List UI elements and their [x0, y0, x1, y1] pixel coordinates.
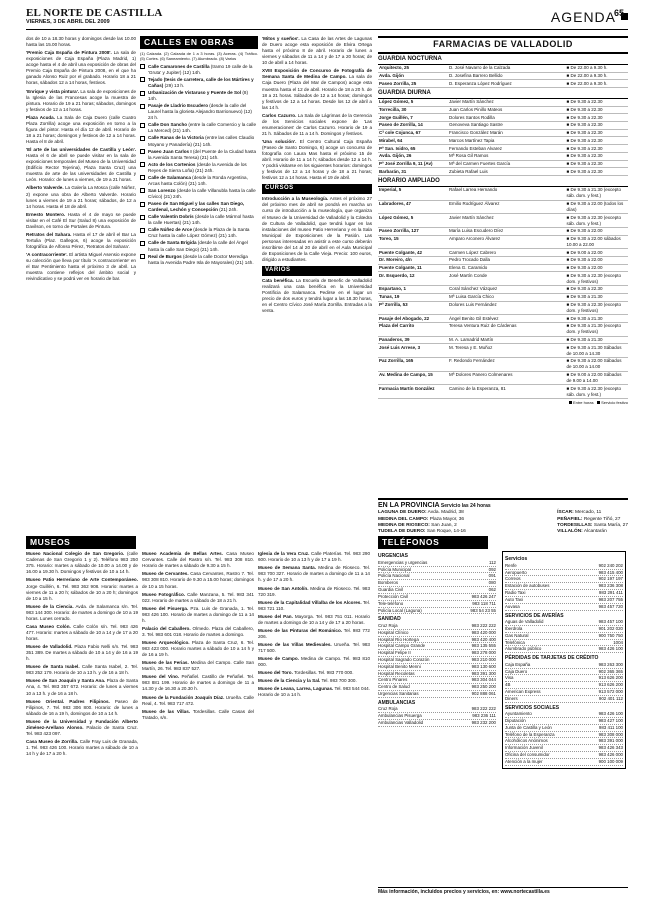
exhibition-item: 'Premio Caja España de Pintura 2008'. La sala de exposiciones de Caja España (Plaza Madrid, 1) acoge hasta el 4 de abril una exposición de obras del Premio Caja España de Pintura 2008, en el que ha ganado Alonso Ruiz por el grabado. Horario 18 a 21 horas, sábados 12 a 14 horas, festivos. [26, 50, 136, 86]
checkbox-icon [140, 91, 145, 96]
phone-entry: Policía Municipal 092 [378, 566, 496, 572]
pharmacy-row: Farmacia Martín González Camino de la Esperanza, 81 ■ De 9.30 a 22.30 (excepto sáb. dom. y fest.) [378, 385, 628, 399]
phone-entry: Guardia Civil 062 [378, 587, 496, 593]
exhibitions-column-1 [26, 36, 136, 532]
phone-entry: Diners 902 401 112 [505, 695, 623, 701]
province-right-list [557, 510, 628, 534]
pharmacy-row: Puente Colgante, 11 Elena G. Caramido ■ De 9.30 a 22.00 [378, 264, 628, 272]
museum-item: Museo Fotográfico. Calle Manzana, 5. Tel. 983 341 022. Horario de martes a sábado de 18 a 21 h. [142, 591, 254, 603]
museums-column-3 [258, 551, 370, 759]
phone-entry: Policía Nacional 091 [378, 573, 496, 579]
pharmacy-row: Avda. Gijón, 26 Mª Rosa Gil Ramos ■ De 9.30 a 22.30 [378, 152, 628, 160]
museum-item: Museo de la Universidad y Fundación Alberto Jiménez-Arellano Alonso. Palacio de Santa Cruz. Tel. 983 423 097. [26, 718, 138, 736]
province-pharmacy: LAGUNA DE DUERO: Avda. Madrid, 38 [378, 510, 464, 516]
courses-banner: CURSOS [262, 184, 372, 194]
pharmacy-row: Arquitecto, 25 D. José Navarro de la Calzada ■ De 22.00 a 9.30 h. [378, 65, 628, 72]
phone-entry: Hospital Río Hortega 983 420 400 [378, 636, 496, 642]
phone-entry: Hospital Clínico 983 420 000 [378, 629, 496, 635]
pharmacy-row: Paseo de Zorrilla, 14 Genoveva Santiago Sastre ■ De 9.30 a 22.30 [378, 122, 628, 130]
street-works-column [140, 36, 258, 532]
phone-entry: Alumbrado público 983 426 100 [505, 646, 623, 652]
phone-entry: Iberdrola 901 202 020 [505, 625, 623, 631]
museum-item: Museo del Pisuerga. Pza. Luis de Granada, 1. Tel. 983 426 100. Horario de martes a domingo de 11 a 14 h. [142, 605, 255, 623]
phone-entry: Junta de Castilla y León 983 411 100 [505, 724, 623, 730]
checkbox-icon [140, 188, 145, 193]
phone-entry: Atención a la mujer 900 100 009 [505, 758, 623, 764]
province-pharmacy: MEDINA DE RIOSECO: San Juan, 2 [378, 522, 457, 528]
misc-item: Cata benéfica. La Escuela de Benefic de Valladolid realizará una cata benéfica en la Universidad Pontificia de Salamanca. Pedirse en el lugar un precio de dos euros y tendrá lugar a las 18.30 horas, en el Centro Cívico José María Zorrilla. Entradas a la venta. [262, 277, 372, 314]
page-number: 65 [614, 8, 625, 18]
ambulance-heading: AMBULANCIAS [378, 699, 416, 706]
exhibition-item: 'Enrique y vista pintura'. La sala de exposiciones de la Iglesia de las Francesas acoge la muestra de pintura. Horario de 19 a 21 horas; sábados, domingos y festivos de 12 a 14 horas. [26, 88, 136, 112]
museum-item: Casa Museo de Zorrilla. Calle Fray Luis de Granada, 1. Tel. 983 426 100. Horario martes a sábado de 10 a 14 h y de 17 a 20 h. [26, 738, 138, 757]
checkbox-icon [140, 175, 145, 180]
pharmacy-row: Labradores, 47 Emilio Rodríguez Álvarez ■ De 9.30 a 22.00 (todos los días) [378, 200, 628, 214]
province-pharmacy: TORDESILLAS: Santa María, 27 [557, 522, 628, 528]
pharmacy-row: Av. Medina de Campo, 15 Mª Dolores Panero Colmenares ■ De 9.00 a 22.00 Sábados de 9.00 a 14.00 [378, 371, 628, 385]
museums-column-2 [142, 551, 254, 759]
phone-entry: Cruz Roja 983 222 222 [378, 622, 496, 628]
province-title: EN LA PROVINCIA [378, 502, 440, 509]
phone-entry: Policía Local (Laguna) 983 54 23 55 [378, 607, 496, 613]
telephones-column-1 [378, 551, 496, 769]
pharmacy-row: López Gómez, 5 Javier Martín Sánchez ■ De 9.30 a 22.30 (excepto sáb. dom. y fest.) [378, 214, 628, 228]
pharmacy-row: Paseo Zorrilla, 127 María Luisa Escudero Díez ■ De 9.30 a 22.00 [378, 227, 628, 235]
pharmacy-row: Avda. Gijón D. Josefina Barrero Bellido ■ De 22.00 a 9.30 h. [378, 72, 628, 80]
checkbox-icon [140, 77, 145, 82]
province-pharmacy: PEÑAFIEL: Regente Tiñó, 27 [557, 516, 621, 522]
pharmacy-row: Cª cole Cojunca, 67 Francisco González Marán ■ De 9.30 a 22.30 [378, 129, 628, 137]
phone-entry: Cruz Roja 983 222 222 [378, 706, 496, 712]
pharmacy-row: Pº Zorrilla, 53 Dolores Luis Fernández ■ De 9.30 a 22.30 (excepto dom. y festivos) [378, 301, 628, 315]
pharmacy-row: Jorge Guillén, 7 Dolores Santos Rodilla ■ De 9.30 a 22.30 [378, 114, 628, 122]
province-pharmacy: VILLALÓN: Alcantarán [557, 529, 607, 534]
exhibition-item: 'Mitos y sueños'. La Casa de las Artes de Lagunas de Duero acoge esta exposición de Elvira Ortega hasta el próximo 8 de abril. Horario de lunes a viernes y sábados de 11 a 14 y de 17 a 20 horas; de 10 de abril a 14 horas. [262, 36, 372, 66]
phone-entry: Hospital Campo Grande 983 135 555 [378, 643, 496, 649]
street-work-item: Urbanización de Vistaruso y Puente de Sol (8) 14h. [140, 90, 258, 102]
phone-entry: Caja España 983 263 300 [505, 661, 623, 667]
phone-section-heading: PÉRDIDAS DE TARJETAS DE CRÉDITO [505, 655, 599, 662]
phone-entry: Información Juvenil 983 426 343 [505, 745, 623, 751]
phone-entry: Oficina del consumidor 983 426 000 [505, 752, 623, 758]
province-left-list [378, 510, 466, 534]
museum-item: Museo de las Pinturas del Románico. Tel. 983 772 206. [258, 627, 370, 639]
street-works-list [140, 64, 258, 266]
phone-entry: Caja Duero 902 365 365 [505, 668, 623, 674]
telephones-banner: TELÉFONOS [378, 536, 488, 549]
street-work-item: Calle Don Sancho (entre la calle Comercio y la calle La Merced) (21) 14h. [140, 122, 258, 134]
province-pharmacy: MEDINA DEL CAMPO: Plaza Mayor, 36 [378, 516, 465, 522]
phone-entry: Teléfono de la Esperanza 983 308 000 [505, 731, 623, 737]
phone-section-heading: Servicios [505, 556, 528, 563]
pharmacy-row: Pº San. Isidro, 65 Fernando Esteban Alvarez ■ De 9.30 a 22.30 [378, 145, 628, 153]
museum-item: Museo de Leana, Larrea, Lagunas. Tel. 983 544 044. Horario de 10 a 14 h. [258, 686, 370, 698]
phone-entry: Ayuntamiento 983 426 100 [505, 711, 623, 717]
phone-entry: Auto Taxi 983 207 755 [505, 596, 623, 602]
pharmacy-row: López Gómez, 5 Javier Martín Sánchez ■ De 9.30 a 22.30 [378, 99, 628, 106]
street-work-item: Calle Valentín Dobrís (desde la calle Mármol hasta la calle Huertas) (21) 14h. [140, 214, 258, 226]
pharmacy-row: Plaza del Carrito Teresa Ventura Ruiz de Cárdenas ■ De 9.30 a 21.30 (excepto dom. y festivos) [378, 322, 628, 336]
museum-item: Casa Museo Colón. Calle Colón s/n. Tel. 983 426 477. Horario: martes a sábado de 10 a 14 y de 17 a 20 horas. [26, 623, 138, 642]
misc-banner: VARIOS [262, 266, 372, 276]
street-work-item: Calle Núñez de Arce (desde la Plaza de la Santa Cruz hasta la calle López Gómez) (21) 14h. [140, 227, 258, 239]
pharmacy-row: Pasaje del Abogado, 22 Ángel Benito Gil Estévez ■ De 9.30 a 21.30 [378, 315, 628, 323]
museum-item: Museo de la Ciencia. Avda. de Salamanca s/n. Tel. 983 144 300. Horario: de martes a domingo de 10 a 19 horas. Lunes cerrado. [26, 603, 138, 621]
street-work-item: Calle Ranas de la Victoria (entre las calles Claudio Moyano y Panadería) (21) 14h. [140, 135, 258, 147]
pharmacy-row: Pº José Zorrilla 9, 11 (Av) Mª del Carmen Fuertes García ■ De 9.30 a 22.30 [378, 160, 628, 168]
urgency-heading: URGENCIAS [378, 553, 409, 560]
street-work-item: Pasaje de Lladrio Escudero (desde la calle del Laurel hasta la glorieta Alejandro Barrionuevo) (12) 24 h. [140, 103, 258, 121]
museum-item: Museo del Pan. Mayorga. Tel. 983 751 011. Horario de martes a domingo de 10 a 14 y de 17 a 20 horas. [258, 613, 370, 625]
museums-column-1 [26, 551, 138, 759]
exhibition-item: 'Una solución'. El Centro Cultural Caja España (Paseo de Santo Domingo, 6) acoge un concurso de fotografía con Laura Mas hasta el próximo 15 de abril. Horario de 11 a 14 h; sábados desde 12 a 14 h. Y podrá visitarse en los siguientes horarios: domingos y festivos de 12 a 14 horas y de 18 a 21 horas; festivos 12 a 14 horas. Hasta el 19 de abril. [262, 139, 372, 181]
phone-entry: Alcohólicos Anónimos 983 391 000 [505, 738, 623, 744]
exhibition-item: Retratos del Sahara. Hasta el 17 de abril el Bar La Tertulia (Plaz. Gallegos, 6) acoge la exposición fotográfica de Alfonso Pérez, 'Retratos del Sahara'. [26, 231, 136, 249]
province-pharmacy: ÍSCAR: Mercado, 11 [557, 510, 602, 516]
phone-entry: 4B 913 626 200 [505, 682, 623, 688]
province-section [378, 498, 628, 534]
phone-entry: Ambulancias Pisuerga 983 236 111 [378, 713, 496, 719]
checkbox-icon [140, 136, 145, 141]
pharmacy-row: Imperial, 5 Rafael Larrea Hernando ■ De 9.30 a 21.30 (excepto sáb. dom. y fest.) [378, 187, 628, 200]
phone-entry: Centro Pinares 983 304 044 [378, 677, 496, 683]
exhibition-item: Plaza Acuda. La Sala de Caja Duero (calle Cuatro Plaza Zorrilla) acoge una exposición en torno a la figura del pintor. Hasta el día 12 de abril. Horario de 18 a 21 horas; domingos y festivos de 12 a 14 horas. Hasta el 8 de abril. [26, 114, 136, 144]
legend-b: Servicio festivo [601, 399, 628, 405]
phone-entry: Estación de autobuses 983 236 308 [505, 583, 623, 589]
pharmacy-row: Dr. Esquerdo, 12 José Martín Conde ■ De 9.30 a 22.30 (excepto dom. y festivos) [378, 272, 628, 286]
checkbox-icon [140, 64, 145, 69]
exhibition-item: Carlos Cazurro. La Sala de Lágrimas de la Gerencia de los Servicios sociales expone de 'Las enumeraciones' de Carlos Cazurro. Horario de 19 a 21 h. Sábados de 11 a 14 h. Domingos y festivos. [262, 112, 372, 136]
pharmacy-row: Puente Colgante, 42 Carmen López Cabrero ■ De 9.00 a 22.00 [378, 249, 628, 257]
phone-entry: Renfe 902 240 202 [505, 562, 623, 568]
museum-item: Museo de la Capitalidad Villalba de los Alcores. Tel. 983 721 110. [258, 599, 370, 611]
masthead [26, 6, 628, 30]
pharmacy-row: Dr. Moreiro, 4/n Pedro Trocado Dalla ■ De 9.30 a 22.00 [378, 257, 628, 265]
phone-entry: Telefónica 1004 [505, 639, 623, 645]
exhibitions-column-3 [262, 36, 372, 532]
museum-item: Museo Nacional Colegio de San Gregorio. (calle Cadenas de San Gregorio 1 y 2). Teléfono 983 250 375. Horario: martes a sábado de 10.00 a 14.00 y de 16.00 a 19.30 h. Domingos y festivos de 10 a 14 h. [26, 551, 138, 575]
pharmacy-row: José Luis Arrese, 3 M. Teresa y E. Muñoz ■ De 9.30 a 21.30 Sábados de 10.00 a 14.30 [378, 344, 628, 358]
museum-item: Iglesia de la Vera Cruz. Calle Platerías. Tel. 983 290 600. Horario de 10 a 13 h y de 17 a 19 h. [258, 551, 370, 563]
museum-item: Museo del Vino. Peñafiel. Castillo de Peñafiel. Tel. 983 881 199. Horario de martes a domingo de 11 a 14.30 y de 16.30 a 20.30 h. [142, 674, 254, 692]
phone-entry: Hospital Felipe II 983 278 000 [378, 650, 496, 656]
day-duty-table [378, 99, 628, 176]
checkbox-icon [140, 202, 145, 207]
phone-entry: Centro de Salud 983 250 200 [378, 684, 496, 690]
phone-entry: Ambulancias Valladolid 983 232 200 [378, 720, 496, 726]
phone-entry: Protección Civil 983 426 247 [378, 593, 496, 599]
pharmacy-row: Paseo Zorrilla, 25 D. Esperanza López Rodríguez ■ De 22.00 a 9.30 h. [378, 80, 628, 88]
checkbox-icon [140, 228, 145, 233]
pharmacy-row: Torrecilla, 30 Juan Carlos Pinillo Mateos ■ De 9.30 a 22.30 [378, 106, 628, 114]
newspaper-brand: EL NORTE DE CASTILLA [26, 7, 163, 19]
phone-entry: Radio Taxi 983 291 411 [505, 590, 623, 596]
phone-entry: Auvasa 983 457 720 [505, 603, 623, 609]
exhibition-item: 'A contracorriente'. El artista Miguel Asensio expone su colección que lleva por título 'A contracorriente' en el Bar Pentimiento hasta el próximo 3 de abril. La muestra contiene reflejos del ámbito social y reivindicativo y se podrá ver en horario de bar. [26, 252, 136, 282]
street-works-legend: (1) Calzada. (2) Calzada de 1 a 3 horas. (3) Aceras. (4) Tráfico. (5) Cortes. (6) Saneamiento. (7) Alumbrado. (8) Varios [140, 51, 258, 62]
museum-item: Museo de San Joaquín y Santa Ana. Plaza de Santa Ana, 4. Tel. 983 357 672. Horario: de lunes a viernes 10 a 13 h. y de 16 a 18 h. [26, 678, 139, 696]
phone-entry: Hospital Benito Menni 983 130 600 [378, 663, 496, 669]
pharmacy-row: Paz Zorrilla, 165 F. Redondo Fernández ■ De 9.30 a 22.00 Sábados de 10.00 a 14.00 [378, 357, 628, 371]
museum-item: Museo de la Ciencia y la Sal. Tel. 983 700 300. [258, 678, 357, 684]
province-subtitle: Servicio las 24 horas [440, 503, 491, 509]
phone-entry: Correos 902 197 197 [505, 576, 623, 582]
phone-entry: Bomberos 080 [378, 580, 496, 586]
museum-item: Museo Arqueológico. Plaza de Santa Cruz, 6. Tel. 983 423 000. Horario martes a sábado de 10 a 14 h y de 16 a 19 h. [142, 640, 254, 658]
museum-item: Museo de Cervantes. Casa Cervantes, Rastro 7. Tel. 983 308 810. Horario de 9.30 a 15.00 horas; domingos de 10 a 15 horas. [142, 571, 254, 589]
checkbox-icon [140, 215, 145, 220]
street-work-item: Calle de Santa Brígida (desde la calle del Ángel hasta la calle San Diego) (21) 14h. [140, 240, 258, 252]
section-title: AGENDA [550, 9, 616, 25]
phone-entry: Visa 913 626 200 [505, 675, 623, 681]
exhibition-item: Alberto Valverde. La Galería La Mosca (calle Núñez, 2) expone una obra de Alberto Valverde. Horario lunes a viernes de 19 a 21 horas; sábados, de 12 a 14 horas. Hasta el 18 de abril. [26, 185, 136, 209]
checkbox-icon [140, 162, 145, 167]
street-work-item: Acto de los Cortenios (desde la Avenida de los Reyes de Sierra Loña) (21) 24h. [140, 162, 258, 174]
issue-date: VIERNES, 3 DE ABRIL DEL 2009 [26, 19, 110, 25]
pharmacy-row: Toreo, 15 Amparo Arconero Álvarez ■ De 9.30 a 22.00 sábados 10.00 a 22.00 [378, 235, 628, 249]
phone-entry: Hospital Sagrado Corazón 983 210 000 [378, 656, 496, 662]
museum-item: Palacio del Caballero. Olmedo. Plaza del Caballero, 3. Tel. 983 601 018. Horario de martes a domingo. [142, 625, 254, 637]
museum-item: Museo de Campo. Medina de Campo. Tel. 983 810 000. [258, 656, 370, 668]
museum-item: Museo Academia de Bellas Artes. Casa Museo Cervantes. Calle del Rastro s/n. Tel. 983 308 810. Horario de martes a sábado de 9.30 a 15 h. [142, 551, 254, 569]
phone-entry: Hospital Recoletas 983 391 300 [378, 670, 496, 676]
day-duty-heading: GUARDIA DIURNA [378, 90, 628, 99]
museum-item: Museo de las Villas Medievales. Urueña. Tel. 983 717 500. [258, 642, 370, 654]
phone-entry: Urgencias Sanitarias 902 888 061 [378, 691, 496, 697]
museum-item: Museo de Santa Isabel. Calle Santa Isabel, 2. Tel. 983 252 179. Horario de 10 a 13 h. y de 16 a 18 h. [26, 664, 138, 676]
street-work-item: San Lorenzo (desde la calle Villanubla hasta la calle Cívico) (21) 24h. [140, 188, 258, 200]
telephones-footer: Más información, incluidos precios y servicios, en: www.nortecastilla.es [378, 887, 628, 896]
legend-square-icon [597, 401, 600, 404]
street-work-item: Calle de Salamanca (desde la Ronda Argentina, Arcas hasta Colón) (21) 14h. [140, 175, 258, 187]
legend-square-icon [569, 401, 572, 404]
checkbox-icon [140, 241, 145, 246]
exhibition-item: XVIII Exposición de Concurso de Fotografía de Semana Santa de Medina de Campo. La sala de Caja Duero (Plaza del Mar de Campos) acoge esta muestra hasta el 12 de abril. Horario de 18 a 20 h. de 18 a 21 horas. Sábados de 12 a 14 horas; domingos y festivos de 12 a 14 horas. Desde los 12 de abril a las 14 h. [262, 68, 372, 110]
museum-item: Museo Patio Herreriano de Arte Contemporáneo. Jorge Guillén, 6. Tel. 983 362 908. Horario: martes a viernes de 11 a 20 h; sábados de 10 a 20 h; domingos de 10 a 15 h. [26, 577, 138, 601]
street-work-item: Real de Burgos (desde la calle Doctor Merediga hasta la Avenida Padre Isla de Mayorales) (21) 14h. [140, 254, 258, 266]
exhibition-item: 'El arte de las universidades de Castilla y León'. Hasta el 6 de abril se puede visitar en la sala de exposiciones temporales del Museo de la Universidad (Edificio Rector Tejerina), Plaza Santa Cruz) una muestra de arte de las universidades de Castilla y León. Horario: de lunes a viernes, de 19 a 21 horas. [26, 147, 136, 183]
checkbox-icon [140, 104, 145, 109]
phone-section-heading: SERVICIOS SOCIALES [505, 704, 560, 711]
museums-section [26, 536, 372, 896]
legend-a: Entre horas [572, 399, 594, 405]
phone-entry: Emergencias y urgencias 112 [378, 559, 496, 565]
museum-item: Museo del Toro. Tordesillas. Tel. 983 770 000. [258, 670, 354, 676]
museum-item: Museo de las Villas. Tordesillas. Calle Casas del Tratado, s/n. [142, 708, 254, 720]
pharmacy-row: Barbarán, 31 Zubieta Rafael Luis ■ De 9.30 a 22.30 [378, 168, 628, 176]
pharmacy-row: Panaderos, 39 M. A. Lamadrid Martín ■ De 9.30 a 21.30 [378, 336, 628, 344]
phone-entry: Aeropuerto 983 415 400 [505, 569, 623, 575]
health-heading: SANIDAD [378, 616, 401, 623]
checkbox-icon [140, 149, 145, 154]
street-work-item: Tejado (tesis de carretera, calle de los Mártires y Cañas) (29) 13 h. [140, 77, 258, 89]
museum-item: Museo de Valladolid. Plaza Fabio Nelli s/n. Tel. 983 351 389. De martes a sábado de 10 a 14 y de 16 a 19 h. [26, 644, 138, 662]
pharmacy-row: Tunas, 19 Mª Luisa García Chico ■ De 9.30 a 21.30 [378, 293, 628, 301]
pharmacies-section [378, 36, 628, 496]
museum-item: Museo de Semana Santa. Medina de Rioseco. Tel. 983 700 327. Horario de martes a domingo de 11 a 14 h. y de 17 a 20 h. [258, 565, 370, 583]
pharmacy-row: Espartano, 1 Coral Sánchez Vázquez ■ De 9.30 a 22.30 [378, 286, 628, 294]
telephones-section [378, 536, 628, 896]
extended-hours-table [378, 187, 628, 399]
night-duty-table [378, 65, 628, 88]
phone-entry: Diputación 983 427 100 [505, 718, 623, 724]
checkbox-icon [140, 254, 145, 259]
night-duty-heading: GUARDIA NOCTURNA [378, 56, 628, 65]
course-item: Introducción a la Museología. Antes el próximo 27 del próximo mes de abril se pondrá en marcha un curso de introducción a la museología, que organiza el Museo de la Universidad de Valladolid y la Cátedra de Cultura de Valladolid, que tendrá lugar en las instalaciones del museo Patio Herreriano y en la Sala Municipal de Exposiciones de la Pasión. Las personas interesadas en asistir a este curso deberán inscribirse del 14 al 20 de abril en el Aula Municipal de Exposiciones de la Calle Vieja. Precio: 100 euros, dirigido a estudiantes. [262, 196, 372, 262]
pharmacy-row: Mirabel, 64 Marcos Martínez Tapia ■ De 9.30 a 22.30 [378, 137, 628, 145]
telephones-column-2 [502, 551, 626, 769]
pharmacy-legend [378, 400, 628, 405]
exhibition-item: Ernesto Montero. Hasta el 4 de mayo se puede visitar en el Café El Sur (Salud 8) una exposición de Davilson, en torno de Portales de Pintura. [26, 211, 136, 229]
museum-item: Museo de la Fundación Joaquín Díaz. Urueña. Calle Real, 4. Tel. 983 717 472. [142, 694, 254, 706]
pharmacies-title: FARMACIAS DE VALLADOLID [378, 36, 628, 54]
museum-item: Museo de las Ferias. Medina del Campo. Calle San Martín, 26. Tel. 983 837 527. [142, 660, 254, 672]
phone-entry: Gas Natural 900 750 750 [505, 632, 623, 638]
province-pharmacy: TUDELA DE DUERO: San Roque, 14-16 [378, 529, 466, 534]
phone-entry: Aguas de Valladolid 983 457 100 [505, 619, 623, 625]
street-work-item: Paseo Juan Carlos I (del Puente de la Ciudad hasta la Avenida Santa Teresa) (21) 14h. [140, 149, 258, 161]
exhibition-item: dos de 10 a 18.30 horas y domingos desde las 10.00 hasta las 15.00 horas. [26, 36, 136, 48]
street-work-item: Paseo de San Miguel y las calles San Diego, Cardenal, Lechón y Concepción (21) 24h. [140, 201, 258, 213]
museum-item: Museo Oriental. Padres Filipinos. Paseo de Filipinos, 7. Tel. 983 306 800. Horario: de lunes a sábado de 16 a 19 h, domingos de 10 a 14 h. [26, 698, 138, 716]
phone-entry: Tele-teléfono 983 118 711 [378, 600, 496, 606]
checkbox-icon [140, 123, 145, 128]
extended-hours-heading: HORARIO AMPLIADO [378, 178, 628, 187]
museums-banner: MUSEOS [26, 536, 136, 549]
street-works-banner: CALLES EN OBRAS [140, 36, 258, 49]
museum-item: Museo de San Antolín. Medina de Rioseco. Tel. 983 720 319. [258, 585, 370, 597]
street-work-item: Calle Camarones de Castilla (tramo 19 calle de la 'Gruta' y Jupiter) (12) 14h. [140, 64, 258, 76]
phone-section-heading: SERVICIOS DE AVERÍAS [505, 612, 564, 619]
phone-entry: American Express 913 572 000 [505, 689, 623, 694]
